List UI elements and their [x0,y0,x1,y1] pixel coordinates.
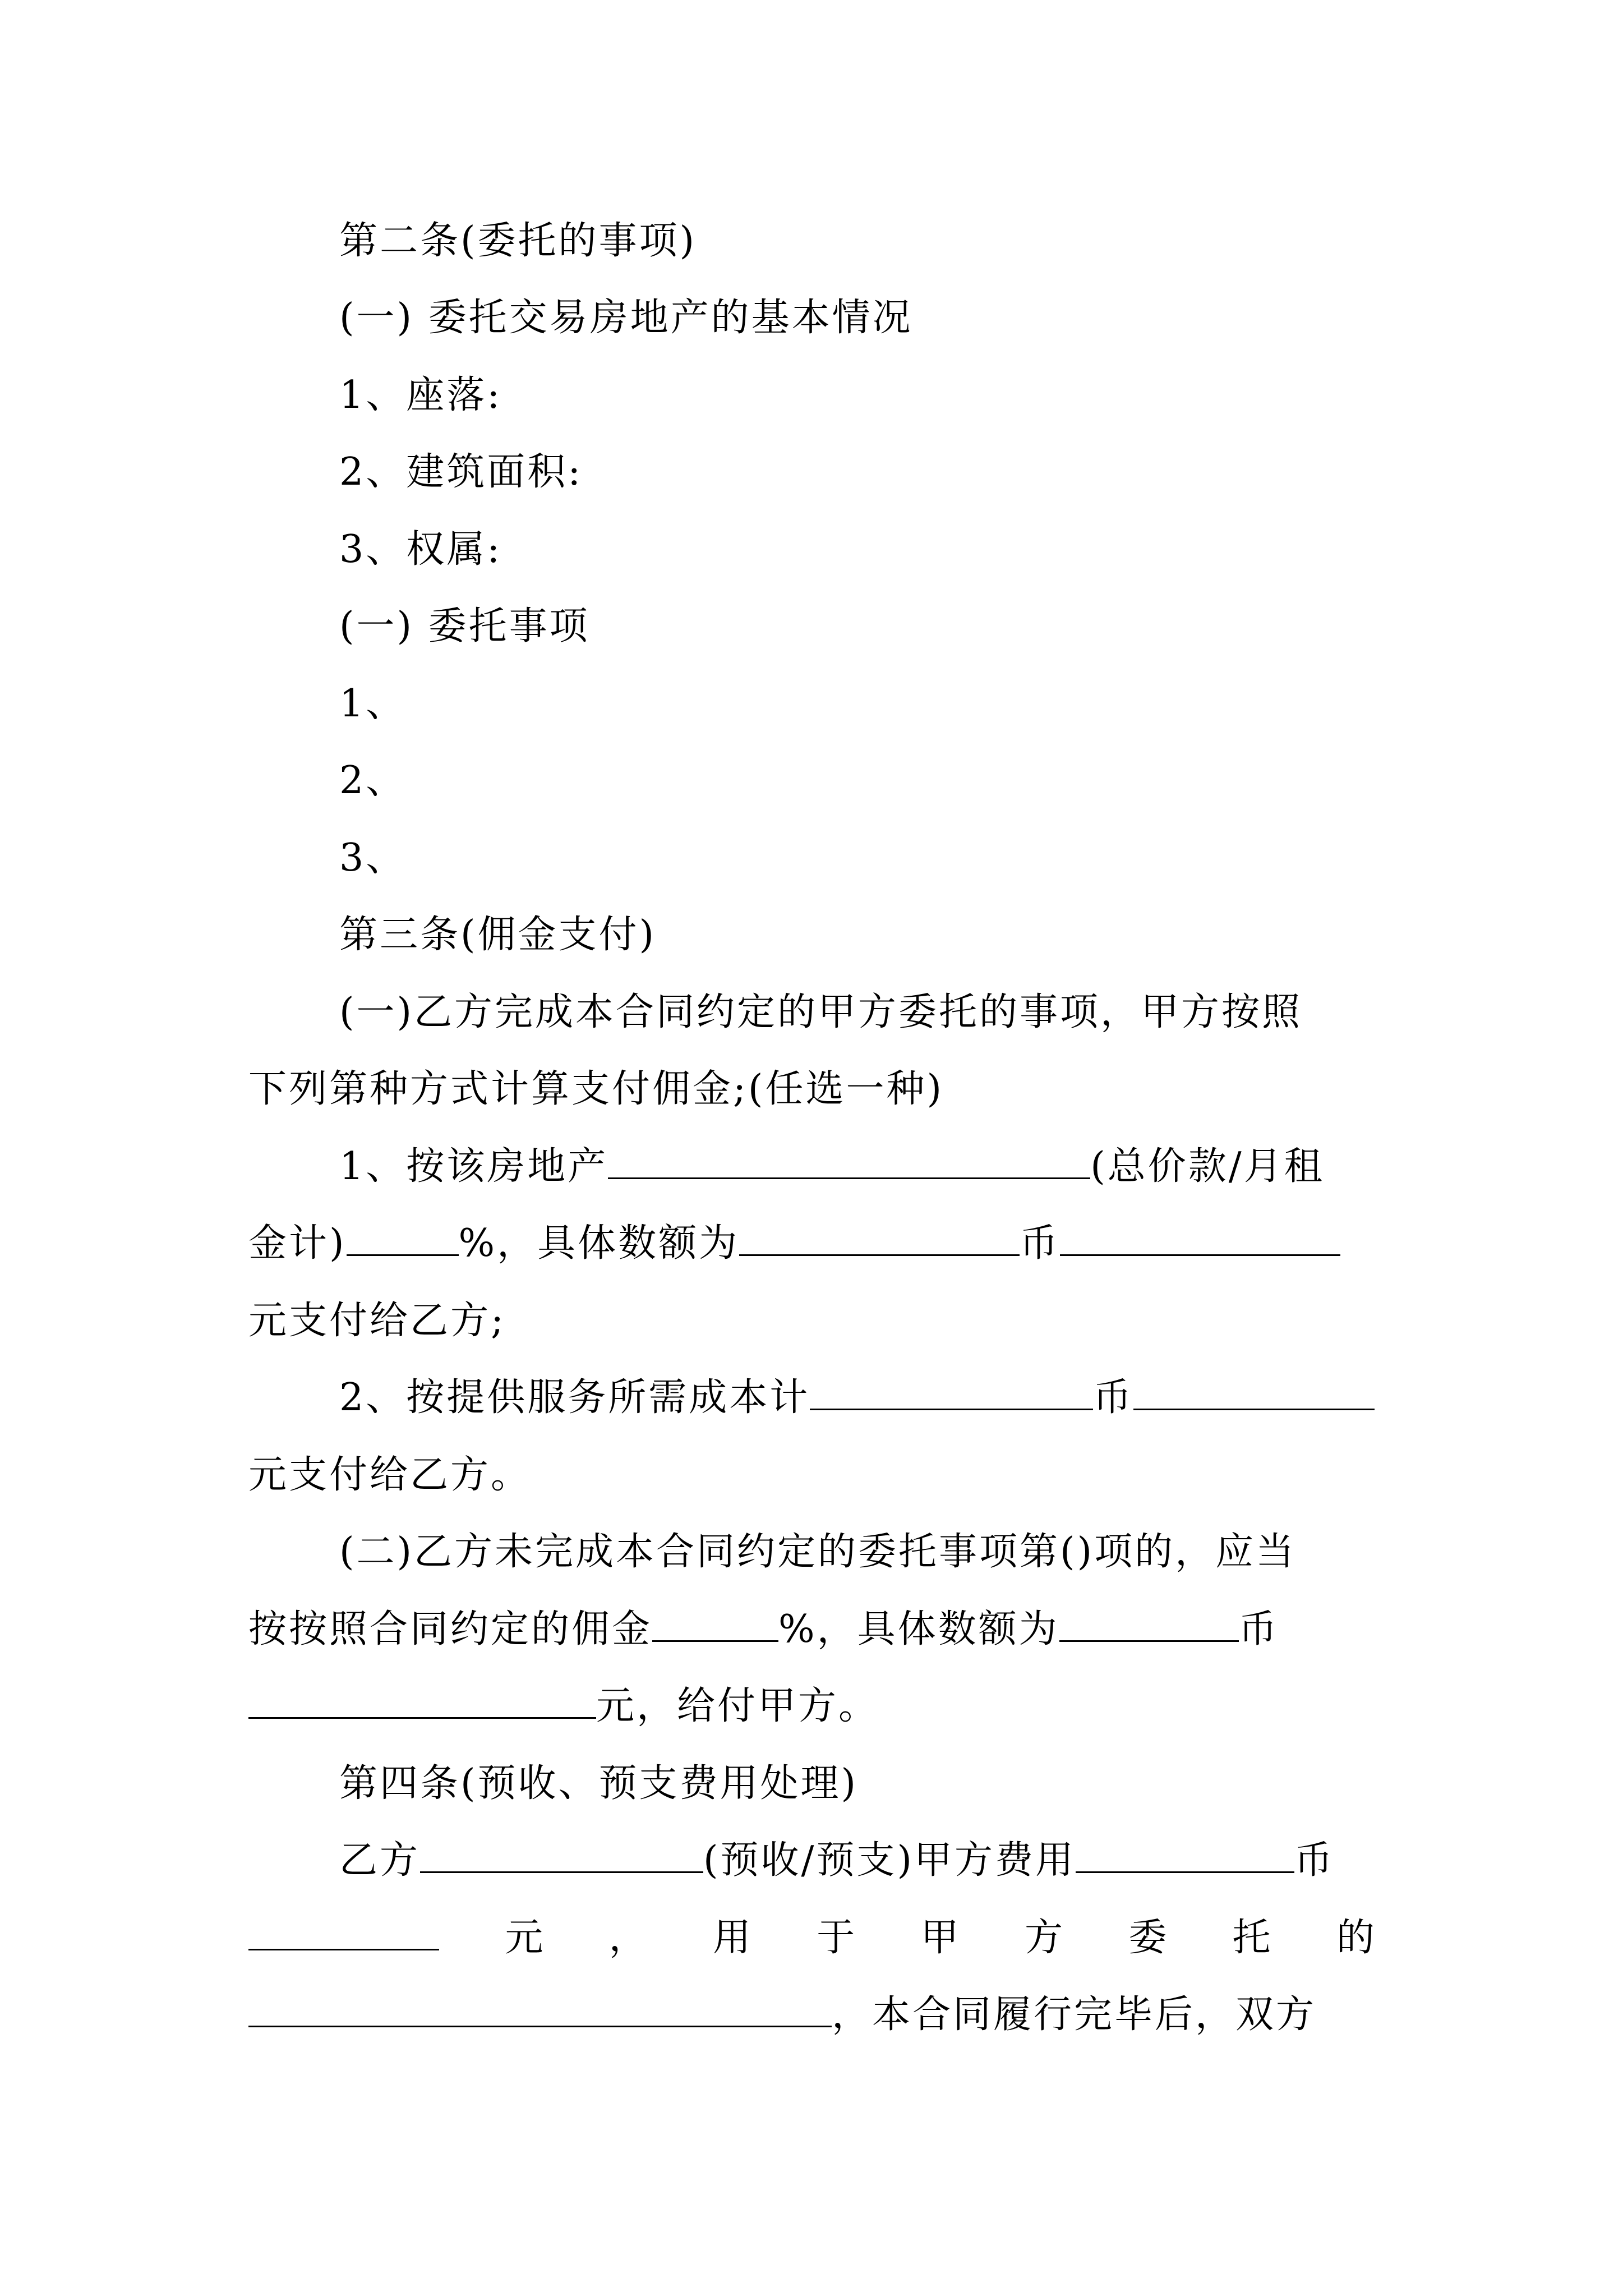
fee-currency-blank[interactable] [248,1913,439,1950]
para2-percent-blank[interactable] [652,1604,778,1642]
option1-text-b: (总价款/月租 [1090,1144,1325,1189]
article4-word: 方 [1024,1916,1063,1960]
article3-option2-line2: 元支付给乙方。 [248,1453,532,1497]
article3-option1-line1 [339,1142,1325,1192]
article4-word: 于 [817,1916,855,1960]
article4-title: 第四条(预收、预支费用处理) [339,1761,859,1806]
option1-text-c: 金计) [248,1221,347,1266]
fee-blank[interactable] [1076,1835,1294,1873]
cost-currency-blank[interactable] [1133,1373,1375,1410]
article4-line1 [339,1835,1335,1886]
article4-line3 [248,1990,1316,2040]
article2-item-ownership: 3、权属: [339,527,502,572]
purpose-blank[interactable] [248,1990,832,2027]
article2-matter-2: 2、 [339,758,407,803]
article4-word: 的 [1336,1916,1375,1960]
article4-text-d: ，本合同履行完毕后，双方 [832,1993,1317,2037]
article3-option1-line3: 元支付给乙方; [248,1299,506,1343]
para2-text-a: 按按照合同约定的佣金 [248,1607,653,1651]
para2-currency-blank[interactable] [248,1681,596,1719]
total-price-blank[interactable] [608,1142,1090,1179]
article4-word: 甲 [920,1916,959,1960]
article2-matter-3: 3、 [339,836,407,880]
para2-text-c: 币 [1238,1607,1279,1651]
option1-text-e: 币 [1020,1221,1061,1266]
article4-text-c: 币 [1294,1838,1335,1883]
prepaid-type-blank[interactable] [420,1835,703,1873]
article2-item-location: 1、座落: [339,373,502,417]
article3-para2-line3 [248,1681,879,1732]
option2-text-b: 币 [1093,1375,1134,1420]
article2-item-area: 2、建筑面积: [339,450,583,494]
article4-text-a: 乙方 [339,1838,421,1883]
article2-matter-1: 1、 [339,682,407,726]
article3-para2-line1: (二)乙方未完成本合同约定的委托事项第()项的，应当 [339,1530,1297,1574]
para2-text-b: %，具体数额为 [778,1607,1059,1651]
article4-word: 元 [505,1916,543,1960]
currency-blank[interactable] [1060,1218,1340,1256]
article4-text-b: (预收/预支)甲方费用 [703,1838,1076,1883]
article4-word: 托 [1232,1916,1271,1960]
article3-option1-line2 [248,1218,1340,1269]
option1-text-d: %，具体数额为 [458,1221,740,1266]
article3-para1-line2: 下列第种方式计算支付佣金;(任选一种) [248,1067,944,1111]
article3-para2-line2 [248,1604,1279,1655]
article2-title: 第二条(委托的事项) [339,219,697,263]
para2-text-d: 元，给付甲方。 [596,1684,879,1728]
para2-amount-blank[interactable] [1059,1604,1239,1642]
amount-blank[interactable] [739,1218,1020,1256]
article3-para1-line1: (一)乙方完成本合同约定的甲方委托的事项，甲方按照 [339,990,1303,1034]
article2-section2-heading: (一) 委托事项 [339,604,590,648]
option1-text-a: 1、按该房地产 [339,1144,608,1189]
article4-line2 [248,1913,1375,1963]
article2-section1-heading: (一) 委托交易房地产的基本情况 [339,296,913,340]
article4-word: 委 [1128,1916,1167,1960]
option2-text-a: 2、按提供服务所需成本计 [339,1375,810,1420]
cost-blank[interactable] [810,1373,1093,1410]
percent-blank[interactable] [347,1218,459,1256]
article4-word: 用 [712,1916,751,1960]
article3-title: 第三条(佣金支付) [339,913,657,957]
article3-option2-line1 [339,1373,1375,1423]
article4-word: ， [608,1916,647,1960]
